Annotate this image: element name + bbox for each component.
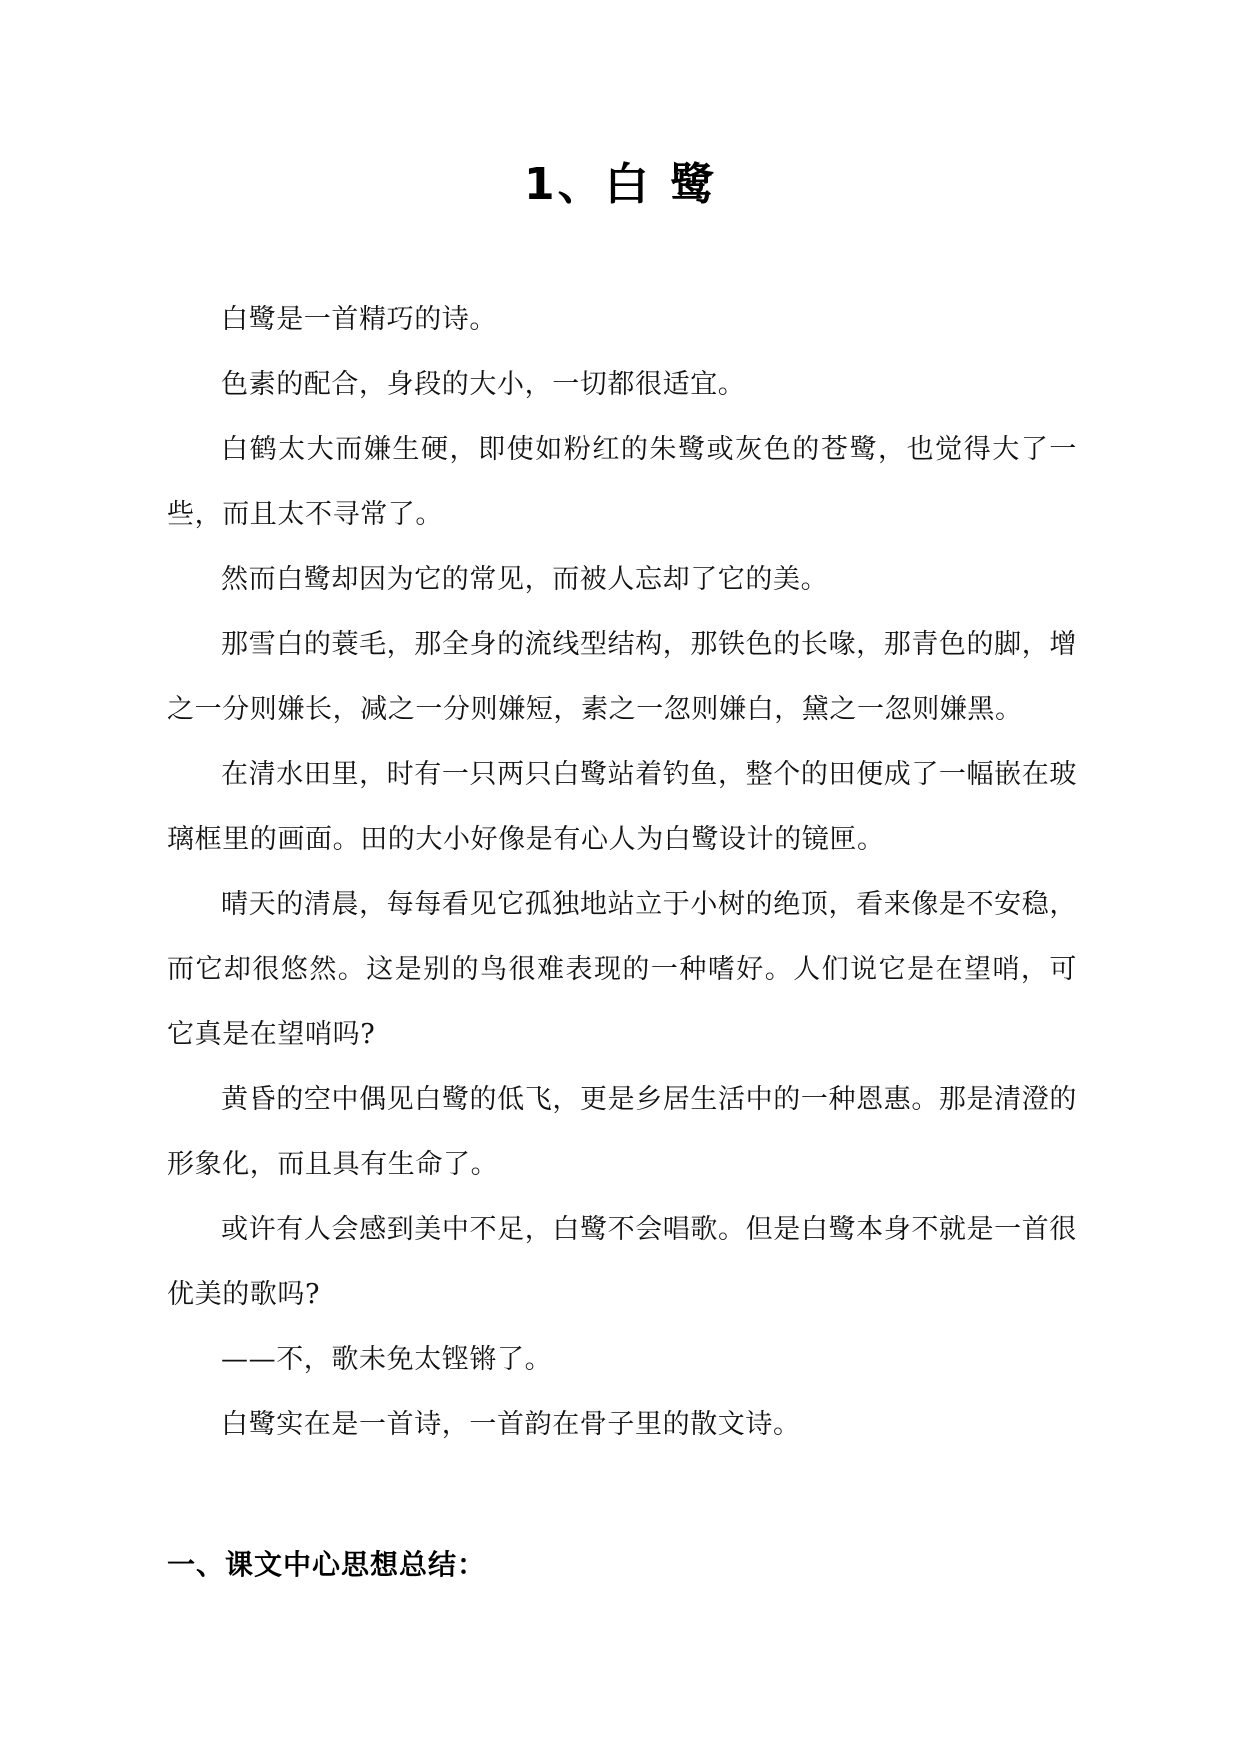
- paragraph: 然而白鹭却因为它的常见，而被人忘却了它的美。: [221, 564, 829, 595]
- paragraph: 那雪白的蓑毛，那全身的流线型结构，那铁色的长喙，那青色的脚，增之一分则嫌长，减之一分则嫌短，素之一忽则嫌白，黛之一忽则嫌黑。: [167, 629, 1077, 725]
- section-heading: 一、课文中心思想总结：: [167, 1548, 487, 1581]
- paragraph: 或许有人会感到美中不足，白鹭不会唱歌。但是白鹭本身不就是一首很优美的歌吗?: [167, 1214, 1077, 1310]
- paragraph: 色素的配合，身段的大小，一切都很适宜。: [221, 369, 746, 400]
- paragraph: 白鹭是一首精巧的诗。: [221, 304, 497, 335]
- article-body: [167, 287, 1077, 1457]
- paragraph: 在清水田里，时有一只两只白鹭站着钓鱼，整个的田便成了一幅嵌在玻璃框里的画面。田的大小好像是有心人为白鹭设计的镜匣。: [167, 759, 1077, 855]
- paragraph: 白鹤太大而嫌生硬，即使如粉红的朱鹭或灰色的苍鹭，也觉得大了一些，而且太不寻常了。: [167, 434, 1077, 530]
- paragraph: 黄昏的空中偶见白鹭的低飞，更是乡居生活中的一种恩惠。那是清澄的形象化，而且具有生命了。: [167, 1084, 1077, 1180]
- paragraph: 白鹭实在是一首诗，一首韵在骨子里的散文诗。: [221, 1409, 801, 1440]
- document-title: 1、白 鹭: [524, 159, 717, 210]
- paragraph: ——不，歌未免太铿锵了。: [221, 1344, 553, 1375]
- paragraph: 晴天的清晨，每每看见它孤独地站立于小树的绝顶，看来像是不安稳，而它却很悠然。这是别的鸟很难表现的一种嗜好。人们说它是在望哨，可它真是在望哨吗?: [167, 889, 1077, 1050]
